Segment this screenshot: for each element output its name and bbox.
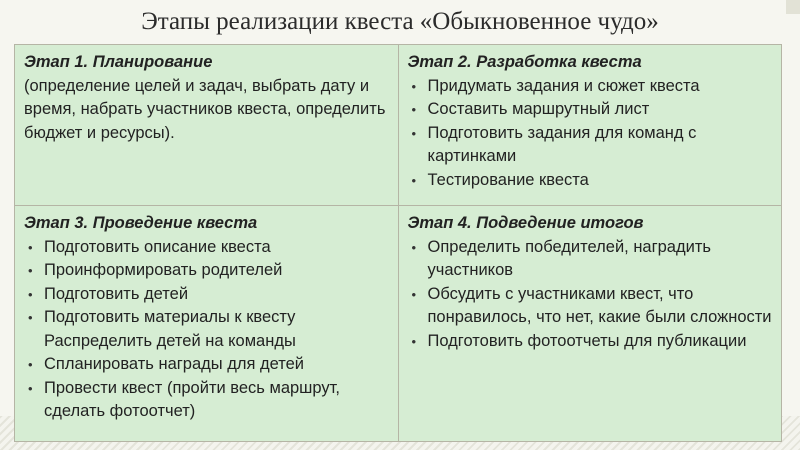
list-item: • Провести квест (пройти весь маршрут, сделать фотоотчет) xyxy=(28,378,340,420)
list-item: • Составить маршрутный лист xyxy=(408,98,774,122)
bullet-icon: • xyxy=(411,125,417,141)
bullet-icon: • xyxy=(28,357,33,372)
list-item: • Определить победителей, наградить участников xyxy=(411,237,711,279)
list-item: • Проинформировать родителей xyxy=(24,259,390,283)
slide-title: Этапы реализации квеста «Обыкновенное чудо» xyxy=(141,8,659,35)
bullet-icon: • xyxy=(411,78,417,94)
list-item: • Подготовить описание квеста xyxy=(24,236,390,260)
stage-description: (определение целей и задач, выбрать дату и время, набрать участников квеста, определить бюджет и ресурсы). xyxy=(24,76,386,142)
stage-heading: Этап 4. Подведение итогов xyxy=(407,214,644,232)
list-item: • Придумать задания и сюжет квеста xyxy=(408,75,774,99)
bullet-icon: • xyxy=(28,239,33,255)
list-item: • Спланировать награды для детей xyxy=(24,353,390,377)
stage-cell-3 xyxy=(15,206,399,442)
bullet-icon: • xyxy=(411,172,417,188)
table-row xyxy=(15,45,782,206)
stage-cell-2 xyxy=(398,45,782,206)
stage-cell-4 xyxy=(398,206,782,442)
bullet-icon: • xyxy=(411,102,417,117)
bullet-icon: • xyxy=(28,286,33,302)
stage-heading: Этап 1. Планирование xyxy=(24,53,213,71)
stage-task-list xyxy=(408,236,774,354)
list-item: • Подготовить фотоотчеты для публикации xyxy=(408,330,774,354)
stage-task-list xyxy=(24,236,390,424)
stage-cell-1 xyxy=(15,45,399,206)
stages-table xyxy=(14,44,782,442)
stage-task-list xyxy=(408,75,774,193)
stage-heading: Этап 2. Разработка квеста xyxy=(407,53,642,71)
table-row xyxy=(15,206,782,442)
bullet-icon: • xyxy=(411,286,417,302)
list-item: • Подготовить детей xyxy=(24,283,390,307)
list-item: • Тестирование квеста xyxy=(408,169,774,193)
list-item: • Подготовить задания для команд с картинками xyxy=(411,123,697,165)
list-item: • Обсудить с участниками квест, что понравилось, что нет, какие были сложности xyxy=(411,284,772,326)
bullet-icon: • xyxy=(28,310,33,325)
bullet-icon: • xyxy=(411,333,417,349)
list-item: • Подготовить материалы к квесту Распределить детей на команды xyxy=(28,308,296,350)
bullet-icon: • xyxy=(411,239,417,255)
bullet-icon: • xyxy=(28,263,33,278)
stage-heading: Этап 3. Проведение квеста xyxy=(24,214,258,232)
bullet-icon: • xyxy=(28,380,33,396)
